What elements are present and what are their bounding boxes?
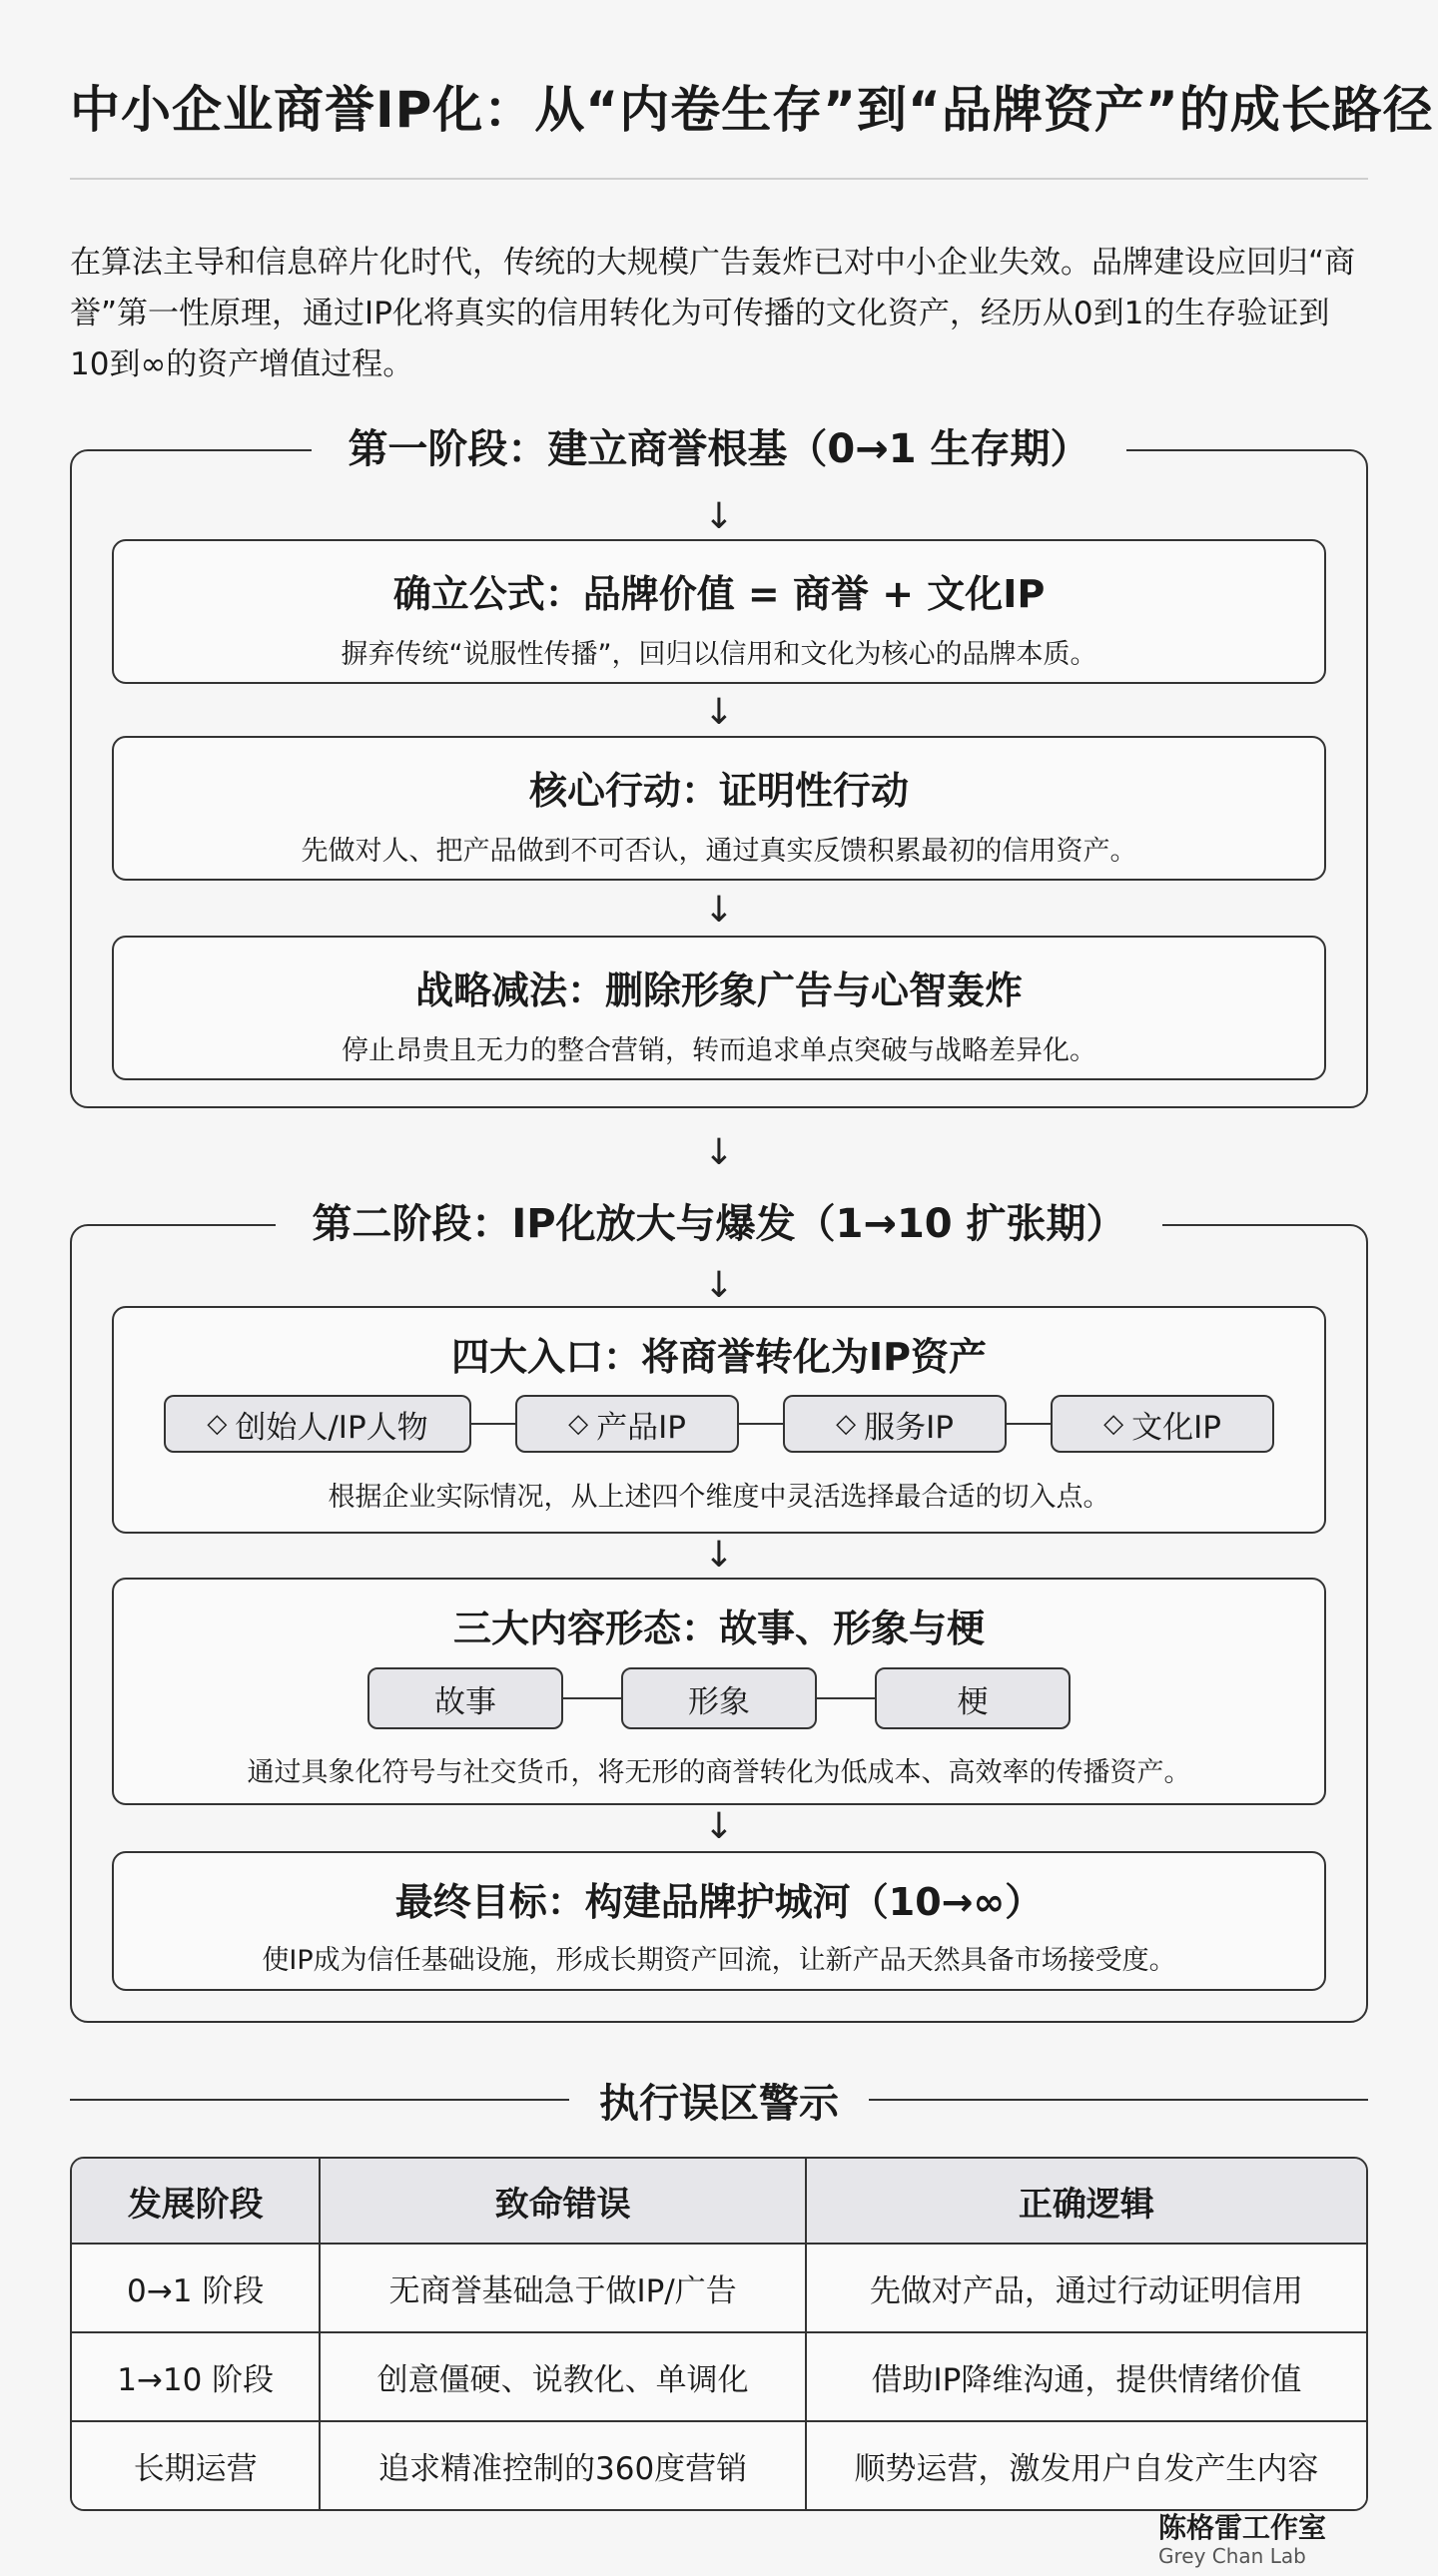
- arrow-down-icon: ↓: [703, 1132, 735, 1173]
- table-row: [72, 2245, 1366, 2333]
- intro-paragraph: 在算法主导和信息碎片化时代，传统的大规模广告轰炸已对中小企业失效。品牌建设应回归“商誉”第一性原理，通过IP化将真实的信用转化为可传播的文化资产，经历从0到1的生存验证到10到∞的资产增值过程。: [70, 245, 1356, 382]
- diamond-icon: ◇: [207, 1409, 228, 1439]
- column-header-fatal-error: 致命错误: [319, 2159, 804, 2245]
- diamond-icon: ◇: [1103, 1409, 1124, 1439]
- heading-rule: [70, 2099, 569, 2102]
- title-divider: [70, 178, 1368, 180]
- stage-2-heading: 第二阶段：IP化放大与爆发（1→10 扩张期）: [276, 1194, 1161, 1254]
- content-chip-row: [114, 1667, 1324, 1729]
- column-header-correct-logic: 正确逻辑: [805, 2159, 1366, 2245]
- chip-service-ip: ◇ 服务IP: [783, 1395, 1007, 1453]
- table-cell: 1→10 阶段: [72, 2333, 319, 2422]
- chip-image: 形象: [621, 1667, 817, 1729]
- box-title: 三大内容形态：故事、形象与梗: [452, 1607, 985, 1650]
- table-cell: 无商誉基础急于做IP/广告: [319, 2245, 804, 2333]
- stage-2-box-entries: [112, 1306, 1326, 1534]
- box-title: 四大入口：将商誉转化为IP资产: [451, 1335, 987, 1379]
- warnings-heading-row: [70, 2070, 1368, 2130]
- warnings-heading: 执行误区警示: [599, 2080, 839, 2127]
- stage-1-heading: 第一阶段：建立商誉根基（0→1 生存期）: [312, 419, 1125, 479]
- stage-1-box-action: [112, 736, 1326, 881]
- box-title: 核心行动：证明性行动: [528, 769, 909, 813]
- table-cell: 长期运营: [72, 2422, 319, 2509]
- table-cell: 借助IP降维沟通，提供情绪价值: [805, 2333, 1366, 2422]
- studio-signature: 陈格雷工作室: [1158, 2511, 1327, 2544]
- studio-signature-sub: Grey Chan Lab: [1158, 2544, 1306, 2568]
- table-cell: 先做对产品，通过行动证明信用: [805, 2245, 1366, 2333]
- chip-meme: 梗: [875, 1667, 1071, 1729]
- box-desc: 摒弃传统“说服性传播”，回归以信用和文化为核心的品牌本质。: [341, 639, 1097, 670]
- warnings-table: [70, 2157, 1368, 2511]
- stage-2-frame: [70, 1201, 1368, 2023]
- stage-1-frame: [70, 426, 1368, 1108]
- connector-line: [1007, 1423, 1051, 1426]
- stage-1-box-formula: [112, 539, 1326, 684]
- connector-line: [471, 1423, 515, 1426]
- stage-2-box-goal: [112, 1851, 1326, 1991]
- arrow-down-icon: ↓: [703, 1535, 735, 1576]
- stage-2-box-content-forms: [112, 1578, 1326, 1805]
- box-desc: 使IP成为信任基础设施，形成长期资产回流，让新产品天然具备市场接受度。: [262, 1945, 1176, 1976]
- stage-1-box-subtraction: [112, 936, 1326, 1080]
- table-cell: 创意僵硬、说教化、单调化: [319, 2333, 804, 2422]
- entry-chip-row: [114, 1395, 1324, 1453]
- chip-founder-ip: ◇ 创始人/IP人物: [164, 1395, 471, 1453]
- diamond-icon: ◇: [568, 1409, 589, 1439]
- arrow-down-icon: ↓: [703, 890, 735, 931]
- box-desc: 根据企业实际情况，从上述四个维度中灵活选择最合适的切入点。: [328, 1482, 1110, 1513]
- connector-line: [739, 1423, 783, 1426]
- box-desc: 通过具象化符号与社交货币，将无形的商誉转化为低成本、高效率的传播资产。: [247, 1757, 1191, 1788]
- table-row: [72, 2422, 1366, 2509]
- box-desc: 先做对人、把产品做到不可否认，通过真实反馈积累最初的信用资产。: [301, 836, 1137, 867]
- page-title: 中小企业商誉IP化：从“内卷生存”到“品牌资产”的成长路径: [70, 81, 1434, 139]
- table-cell: 顺势运营，激发用户自发产生内容: [805, 2422, 1366, 2509]
- chip-story: 故事: [367, 1667, 563, 1729]
- table-row: [72, 2333, 1366, 2422]
- table-cell: 追求精准控制的360度营销: [319, 2422, 804, 2509]
- chip-product-ip: ◇ 产品IP: [515, 1395, 739, 1453]
- arrow-down-icon: ↓: [703, 692, 735, 733]
- box-title: 战略减法：删除形象广告与心智轰炸: [414, 968, 1023, 1012]
- box-title: 最终目标：构建品牌护城河（10→∞）: [394, 1880, 1044, 1924]
- connector-line: [817, 1697, 875, 1700]
- box-title: 确立公式：品牌价值 = 商誉 + 文化IP: [392, 572, 1046, 616]
- arrow-down-icon: ↓: [703, 496, 735, 537]
- box-desc: 停止昂贵且无力的整合营销，转而追求单点突破与战略差异化。: [342, 1035, 1096, 1066]
- chip-culture-ip: ◇ 文化IP: [1051, 1395, 1274, 1453]
- table-cell: 0→1 阶段: [72, 2245, 319, 2333]
- connector-line: [563, 1697, 621, 1700]
- arrow-down-icon: ↓: [703, 1265, 735, 1306]
- diamond-icon: ◇: [836, 1409, 857, 1439]
- heading-rule: [869, 2099, 1368, 2102]
- column-header-stage: 发展阶段: [72, 2159, 319, 2245]
- arrow-down-icon: ↓: [703, 1806, 735, 1847]
